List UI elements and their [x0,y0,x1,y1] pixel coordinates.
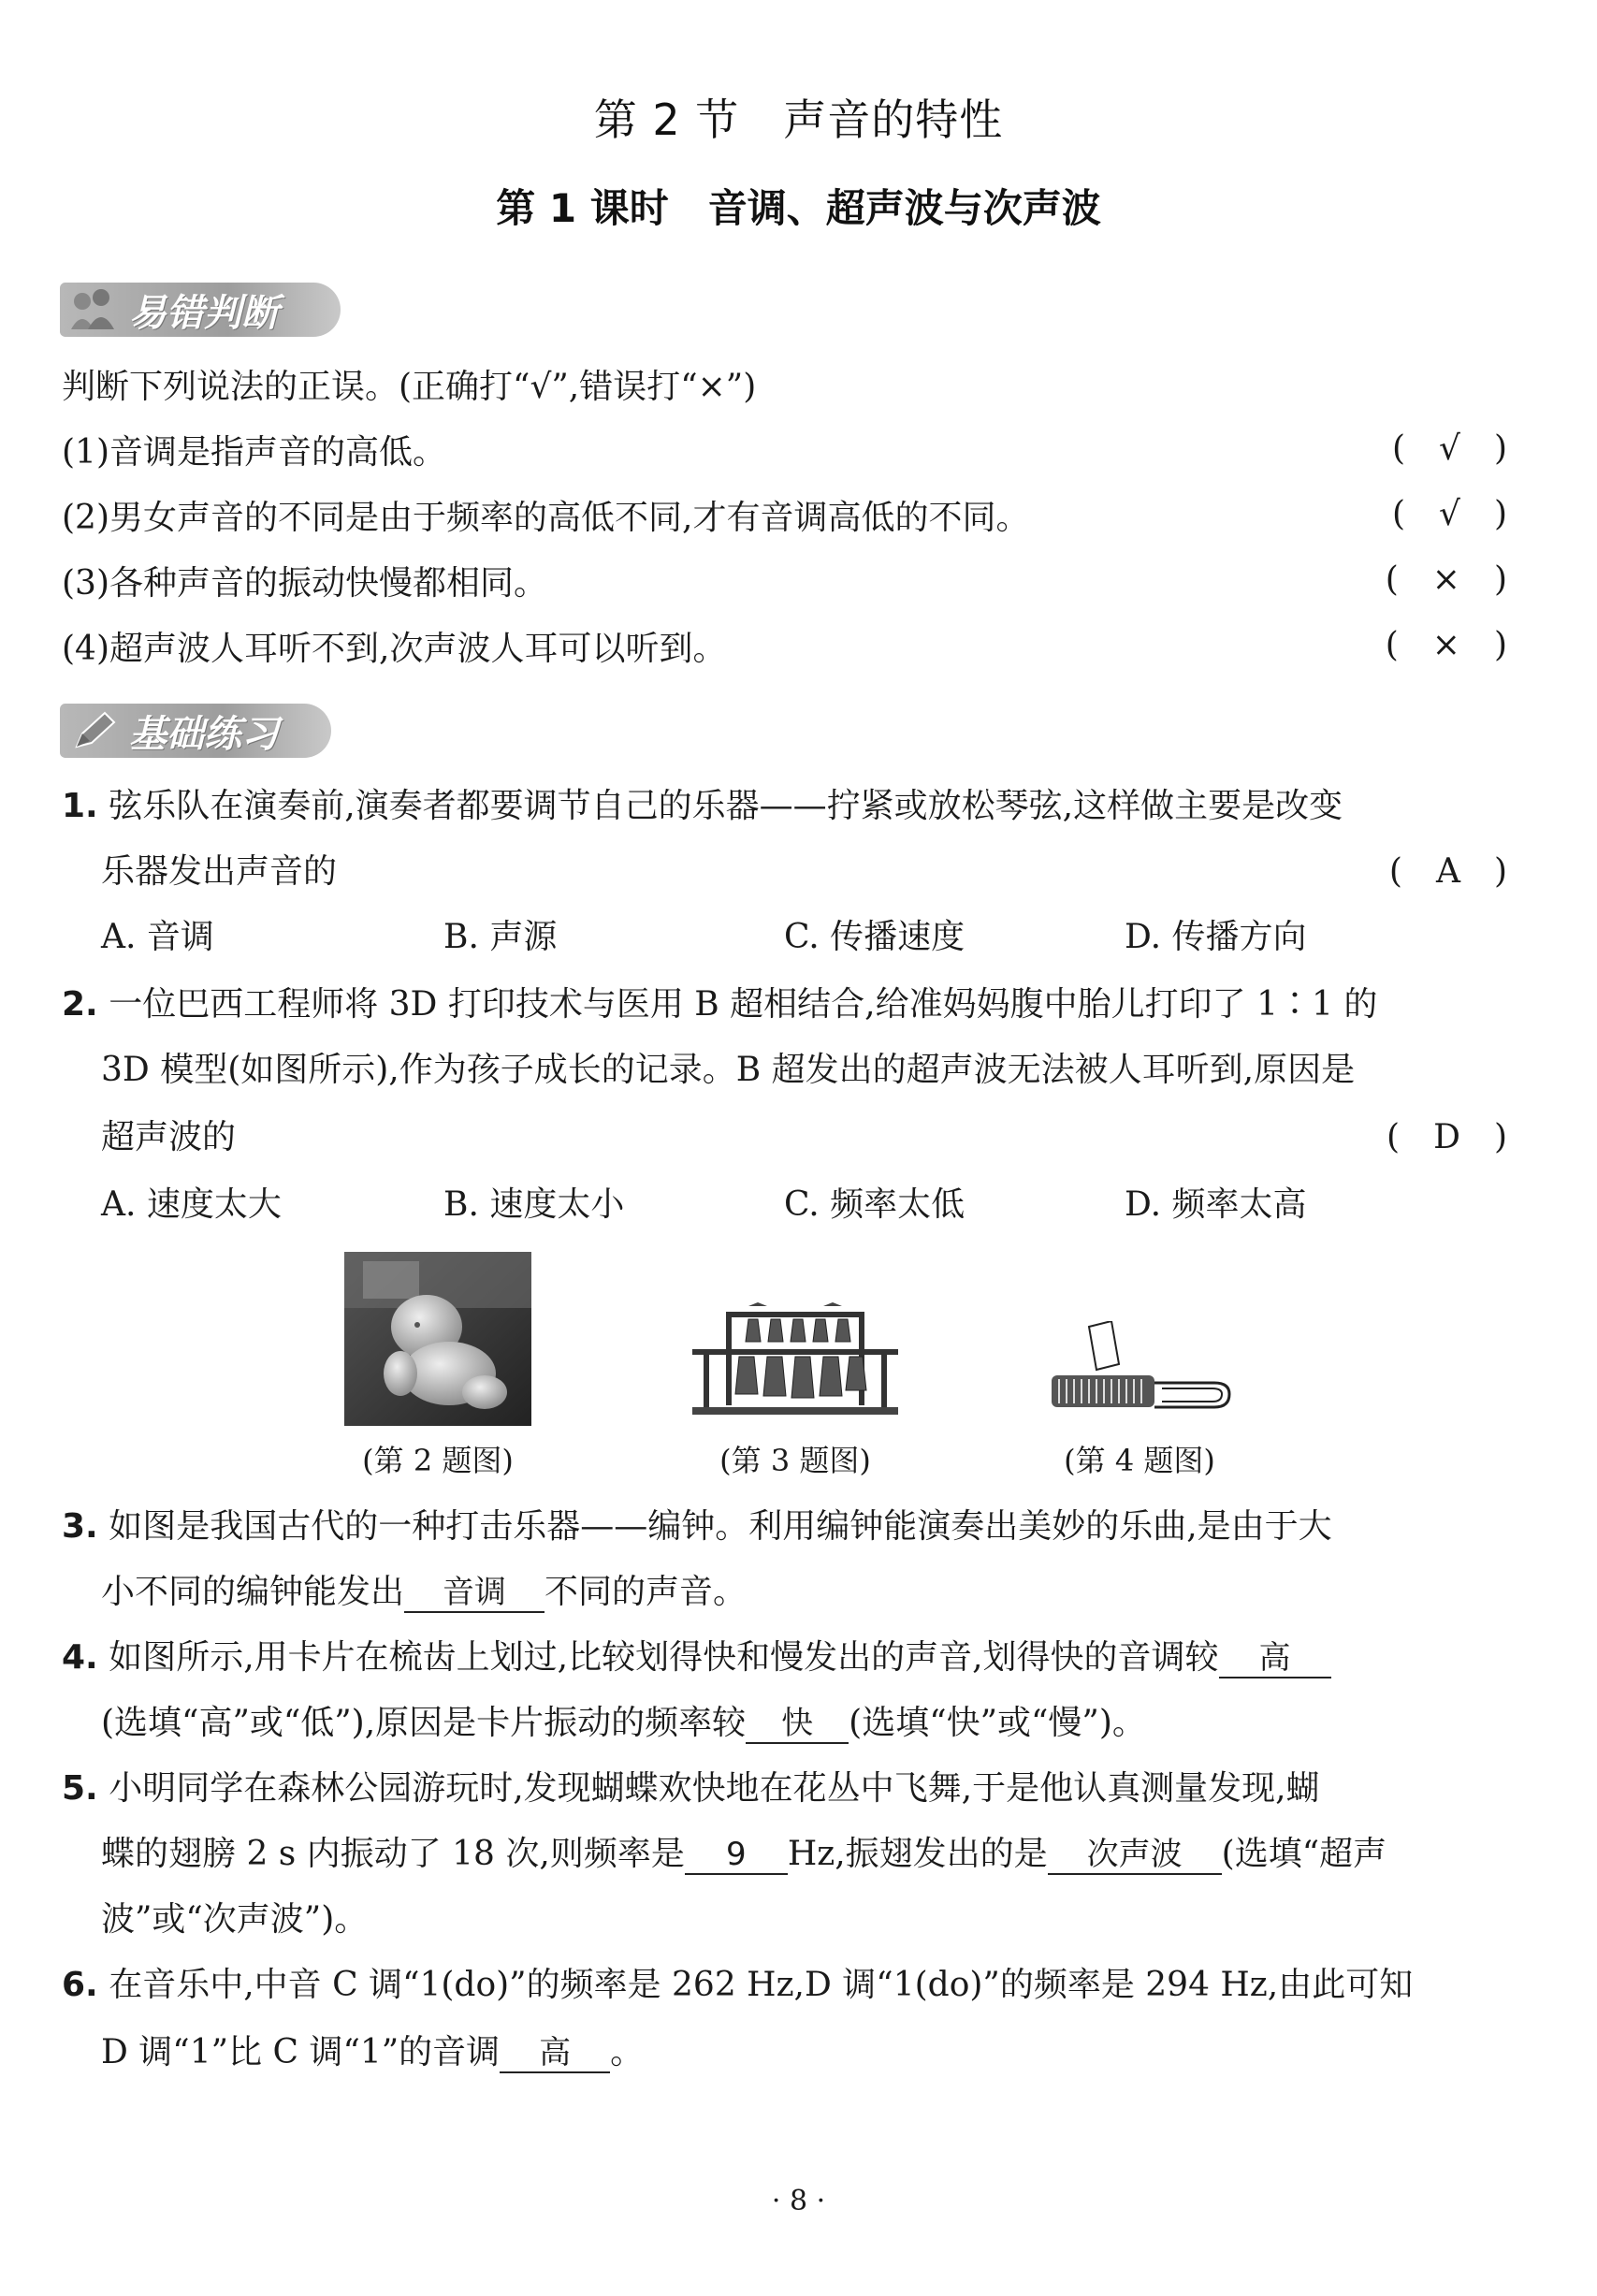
q3-line2 [101,1572,747,1613]
q1-option-d: D. 传播方向 [1125,918,1307,956]
judge-answer-3: ( × ) [1385,560,1507,599]
q1-option-a: A. 音调 [101,918,214,956]
q5-blank-1: 9 [685,1836,788,1875]
judge-answer-1: ( √ ) [1391,429,1507,468]
figure-q2-baby-model [344,1252,531,1426]
q2-option-c: C. 频率太低 [784,1185,965,1224]
q4-text-3: (选填“快”或“慢”)。 [849,1704,1146,1742]
comb-card-icon [1046,1321,1233,1426]
q6-text-3: 。 [610,2033,645,2071]
q2-answer: ( D ) [1386,1118,1507,1156]
q3-text-3: 不同的声音。 [544,1573,748,1611]
figure-caption-4: (第 4 题图) [1064,1443,1215,1478]
q6-line1 [62,1965,1413,2006]
q2-number: 2. [62,985,98,1024]
q2-line3: 超声波的 [101,1118,237,1156]
lesson-title: 第 1 课时 音调、超声波与次声波 [496,185,1101,231]
q5-text-3: Hz,振翅发出的是 [787,1835,1048,1873]
people-icon [69,288,122,331]
q3-text-2: 小不同的编钟能发出 [101,1573,405,1611]
basic-section-banner [60,704,331,758]
q2-line1 [62,984,1377,1025]
q5-line1 [62,1768,1320,1809]
q1-line2: 乐器发出声音的 [101,852,338,891]
q5-text-1: 小明同学在森林公园游玩时,发现蝴蝶欢快地在花丛中飞舞,于是他认真测量发现,蝴 [109,1769,1320,1808]
q5-line2 [101,1834,1386,1875]
q3-number: 3. [62,1507,98,1546]
q3-text-1: 如图是我国古代的一种打击乐器——编钟。利用编钟能演奏出美妙的乐曲,是由于大 [109,1507,1332,1546]
page-number: · 8 · [771,2185,826,2217]
baby-model-photo [344,1252,531,1426]
q4-line1 [62,1637,1331,1678]
judge-answer-4: ( × ) [1385,626,1507,664]
q6-number: 6. [62,1966,98,2004]
q1-number: 1. [62,787,98,825]
q1-answer: ( A ) [1388,852,1507,891]
judge-instruction: 判断下列说法的正误。(正确打“√”,错误打“×”) [62,368,757,406]
judge-banner-label: 易错判断 [129,291,279,335]
q4-text-2: (选填“高”或“低”),原因是卡片振动的频率较 [101,1704,747,1742]
q6-text-1: 在音乐中,中音 C 调“1(do)”的频率是 262 Hz,D 调“1(do)”的频率是 294 Hz,由此可知 [109,1966,1414,2004]
figure-caption-3: (第 3 题图) [719,1443,871,1478]
q2-text-1: 一位巴西工程师将 3D 打印技术与医用 B 超相结合,给准妈妈腹中胎儿打印了 1∶1 的 [109,985,1378,1024]
q1-text-1: 弦乐队在演奏前,演奏者都要调节自己的乐器——拧紧或放松琴弦,这样做主要是改变 [109,787,1343,825]
section-title: 第 2 节 声音的特性 [593,94,1004,145]
q4-blank-2: 快 [746,1705,849,1744]
judge-item-4: (4)超声波人耳听不到,次声波人耳可以听到。 [62,630,727,668]
q1-line1 [62,786,1343,827]
q5-blank-2: 次声波 [1048,1836,1222,1875]
q4-number: 4. [62,1638,98,1677]
q4-line2 [101,1703,1146,1744]
judge-item-2: (2)男女声音的不同是由于频率的高低不同,才有音调高低的不同。 [62,499,1030,537]
judge-answer-2: ( √ ) [1391,495,1507,533]
judge-item-1: (1)音调是指声音的高低。 [62,433,446,472]
q2-line2: 3D 模型(如图所示),作为孩子成长的记录。B 超发出的超声波无法被人耳听到,原因是 [101,1051,1356,1089]
q4-blank-1: 高 [1219,1639,1331,1678]
q5-number: 5. [62,1769,98,1808]
q3-line1 [62,1506,1332,1548]
q1-option-c: C. 传播速度 [784,918,965,956]
figure-caption-2: (第 2 题图) [362,1443,514,1478]
figure-q4-comb-card [1046,1321,1233,1426]
q2-option-d: D. 频率太高 [1125,1185,1307,1224]
q2-option-a: A. 速度太大 [101,1185,282,1224]
q2-option-b: B. 速度太小 [443,1185,625,1224]
q5-text-2: 蝶的翅膀 2 s 内振动了 18 次,则频率是 [101,1835,685,1873]
pencil-icon [69,709,122,752]
q6-blank: 高 [500,2034,610,2073]
q4-text-1: 如图所示,用卡片在梳齿上划过,比较划得快和慢发出的声音,划得快的音调较 [109,1638,1219,1677]
q6-text-2: D 调“1”比 C 调“1”的音调 [101,2033,501,2071]
basic-banner-label: 基础练习 [129,712,279,756]
q3-blank: 音调 [404,1574,544,1613]
q5-text-4: (选填“超声 [1221,1835,1387,1873]
judge-item-3: (3)各种声音的振动快慢都相同。 [62,564,547,603]
figure-q3-bianzhong [692,1302,898,1424]
bianzhong-bells-icon [692,1302,898,1424]
judge-section-banner [60,283,341,337]
q1-option-b: B. 声源 [443,918,558,956]
q5-line3: 波”或“次声波”)。 [101,1900,369,1939]
q6-line2 [101,2032,644,2073]
